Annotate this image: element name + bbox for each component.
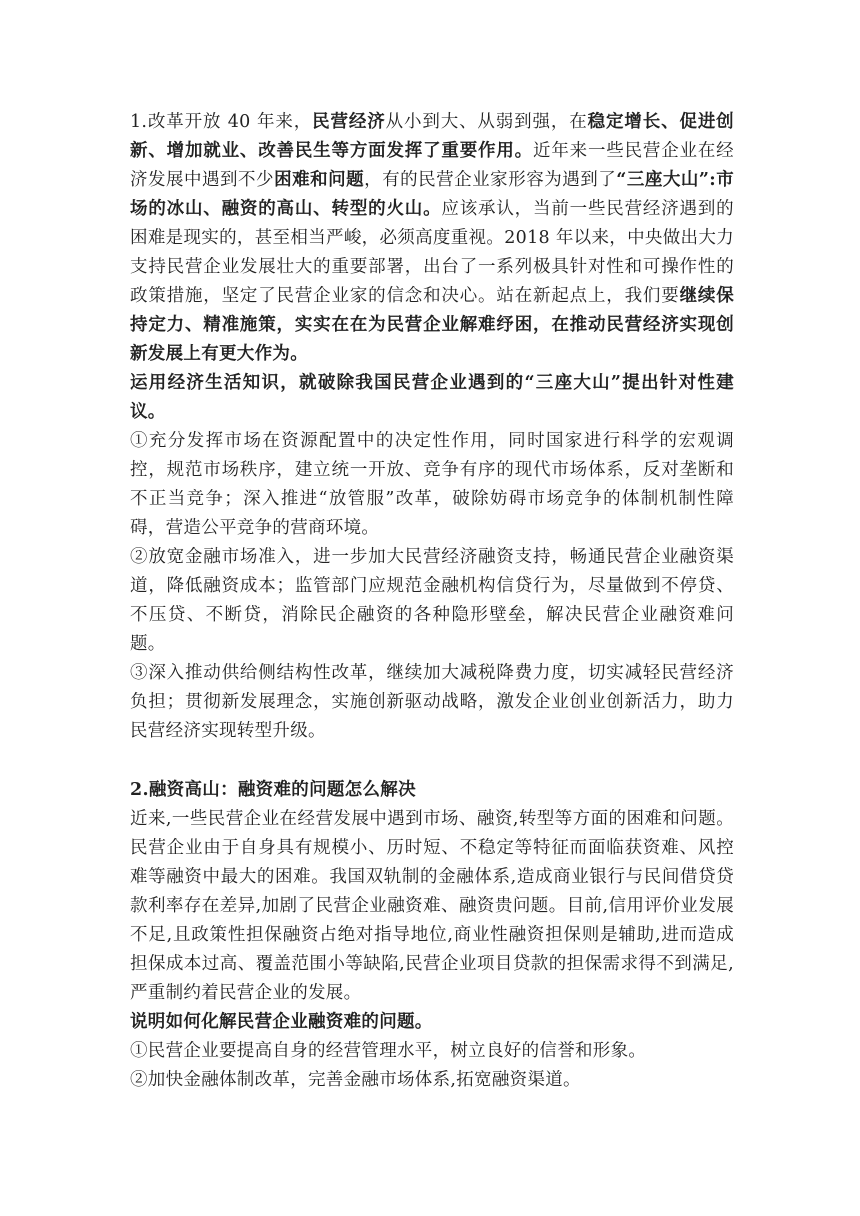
- section2-heading: 2.融资高山：融资难的问题怎么解决: [130, 780, 416, 800]
- intro-text: 应该承认，当前一些民营经济遇到的困难是现实的，甚至相当严峻，必须高度重视。2018 年以来，中央做出大力支持民营企业发展壮大的重要部署，出台了一系列极具针对性和可操作性的政策措施，坚定了民营企业家的信念和决心。站在新起点上，我们要: [130, 199, 734, 306]
- document-page: [130, 108, 734, 1095]
- section1-answer-1: ①充分发挥市场在资源配置中的决定性作用，同时国家进行科学的宏观调控，规范市场秩序，建立统一开放、竞争有序的现代市场体系，反对垄断和不正当竞争；深入推进“放管服”改革，破除妨碍市场竞争的体制机制性障碍，营造公平竞争的营商环境。: [130, 431, 734, 538]
- intro-emphasis: “三座大山”:市场的冰山、融资的高山、转型的火山。: [130, 170, 734, 219]
- intro-text: 近年来一些民营企业在经济发展中遇到不少: [130, 141, 734, 190]
- section1-answer-3: ③深入推动供给侧结构性改革，继续加大减税降费力度，切实减轻民营经济负担；贯彻新发展理念，实施创新驱动战略，激发企业创业创新活力，助力民营经济实现转型升级。: [130, 663, 734, 741]
- section2-body: 近来,一些民营企业在经营发展中遇到市场、融资,转型等方面的困难和问题。民营企业由于自身具有规模小、历时短、不稳定等特征而面临获资难、风控难等融资中最大的困难。我国双轨制的金融体系,造成商业银行与民间借贷贷款利率存在差异,加剧了民营企业融资难、融资贵问题。目前,信用评价业发展不足,且政策性担保融资占绝对指导地位,商业性融资担保则是辅助,进而造成担保成本过高、覆盖范围小等缺陷,民营企业项目贷款的担保需求得不到满足,严重制约着民营企业的发展。: [130, 809, 734, 1003]
- section1-answer-2: ②放宽金融市场准入，进一步加大民营经济融资支持，畅通民营企业融资渠道，降低融资成本；监管部门应规范金融机构信贷行为，尽量做到不停贷、不压贷、不断贷，消除民企融资的各种隐形壁垒，解决民营企业融资难问题。: [130, 547, 734, 654]
- intro-emphasis: 继续保持定力、精准施策，实实在在为民营企业解难纾困，在推动民营经济实现创新发展上有更大作为。: [130, 286, 734, 364]
- section1-question: 运用经济生活知识，就破除我国民营企业遇到的“三座大山”提出针对性建议。: [130, 373, 734, 422]
- section2-answer-1: ①民营企业要提高自身的经营管理水平，树立良好的信誉和形象。: [130, 1041, 647, 1061]
- section1-intro: [130, 108, 734, 369]
- intro-text: 1.改革开放 40 年来，: [130, 112, 313, 132]
- intro-text: ，有的民营企业家形容为遇到了: [364, 170, 617, 190]
- intro-emphasis: 民营经济: [312, 112, 386, 132]
- intro-text: 从小到大、从弱到强，在: [385, 112, 588, 132]
- section2-question: 说明如何化解民营企业融资难的问题。: [130, 1012, 433, 1032]
- intro-emphasis: 稳定增长、促进创新、增加就业、改善民生等方面发挥了重要作用。: [130, 112, 734, 161]
- section-gap: [130, 746, 734, 776]
- section2-answer-2: ②加快金融体制改革，完善金融市场体系,拓宽融资渠道。: [130, 1070, 581, 1090]
- intro-emphasis: 困难和问题: [274, 170, 365, 190]
